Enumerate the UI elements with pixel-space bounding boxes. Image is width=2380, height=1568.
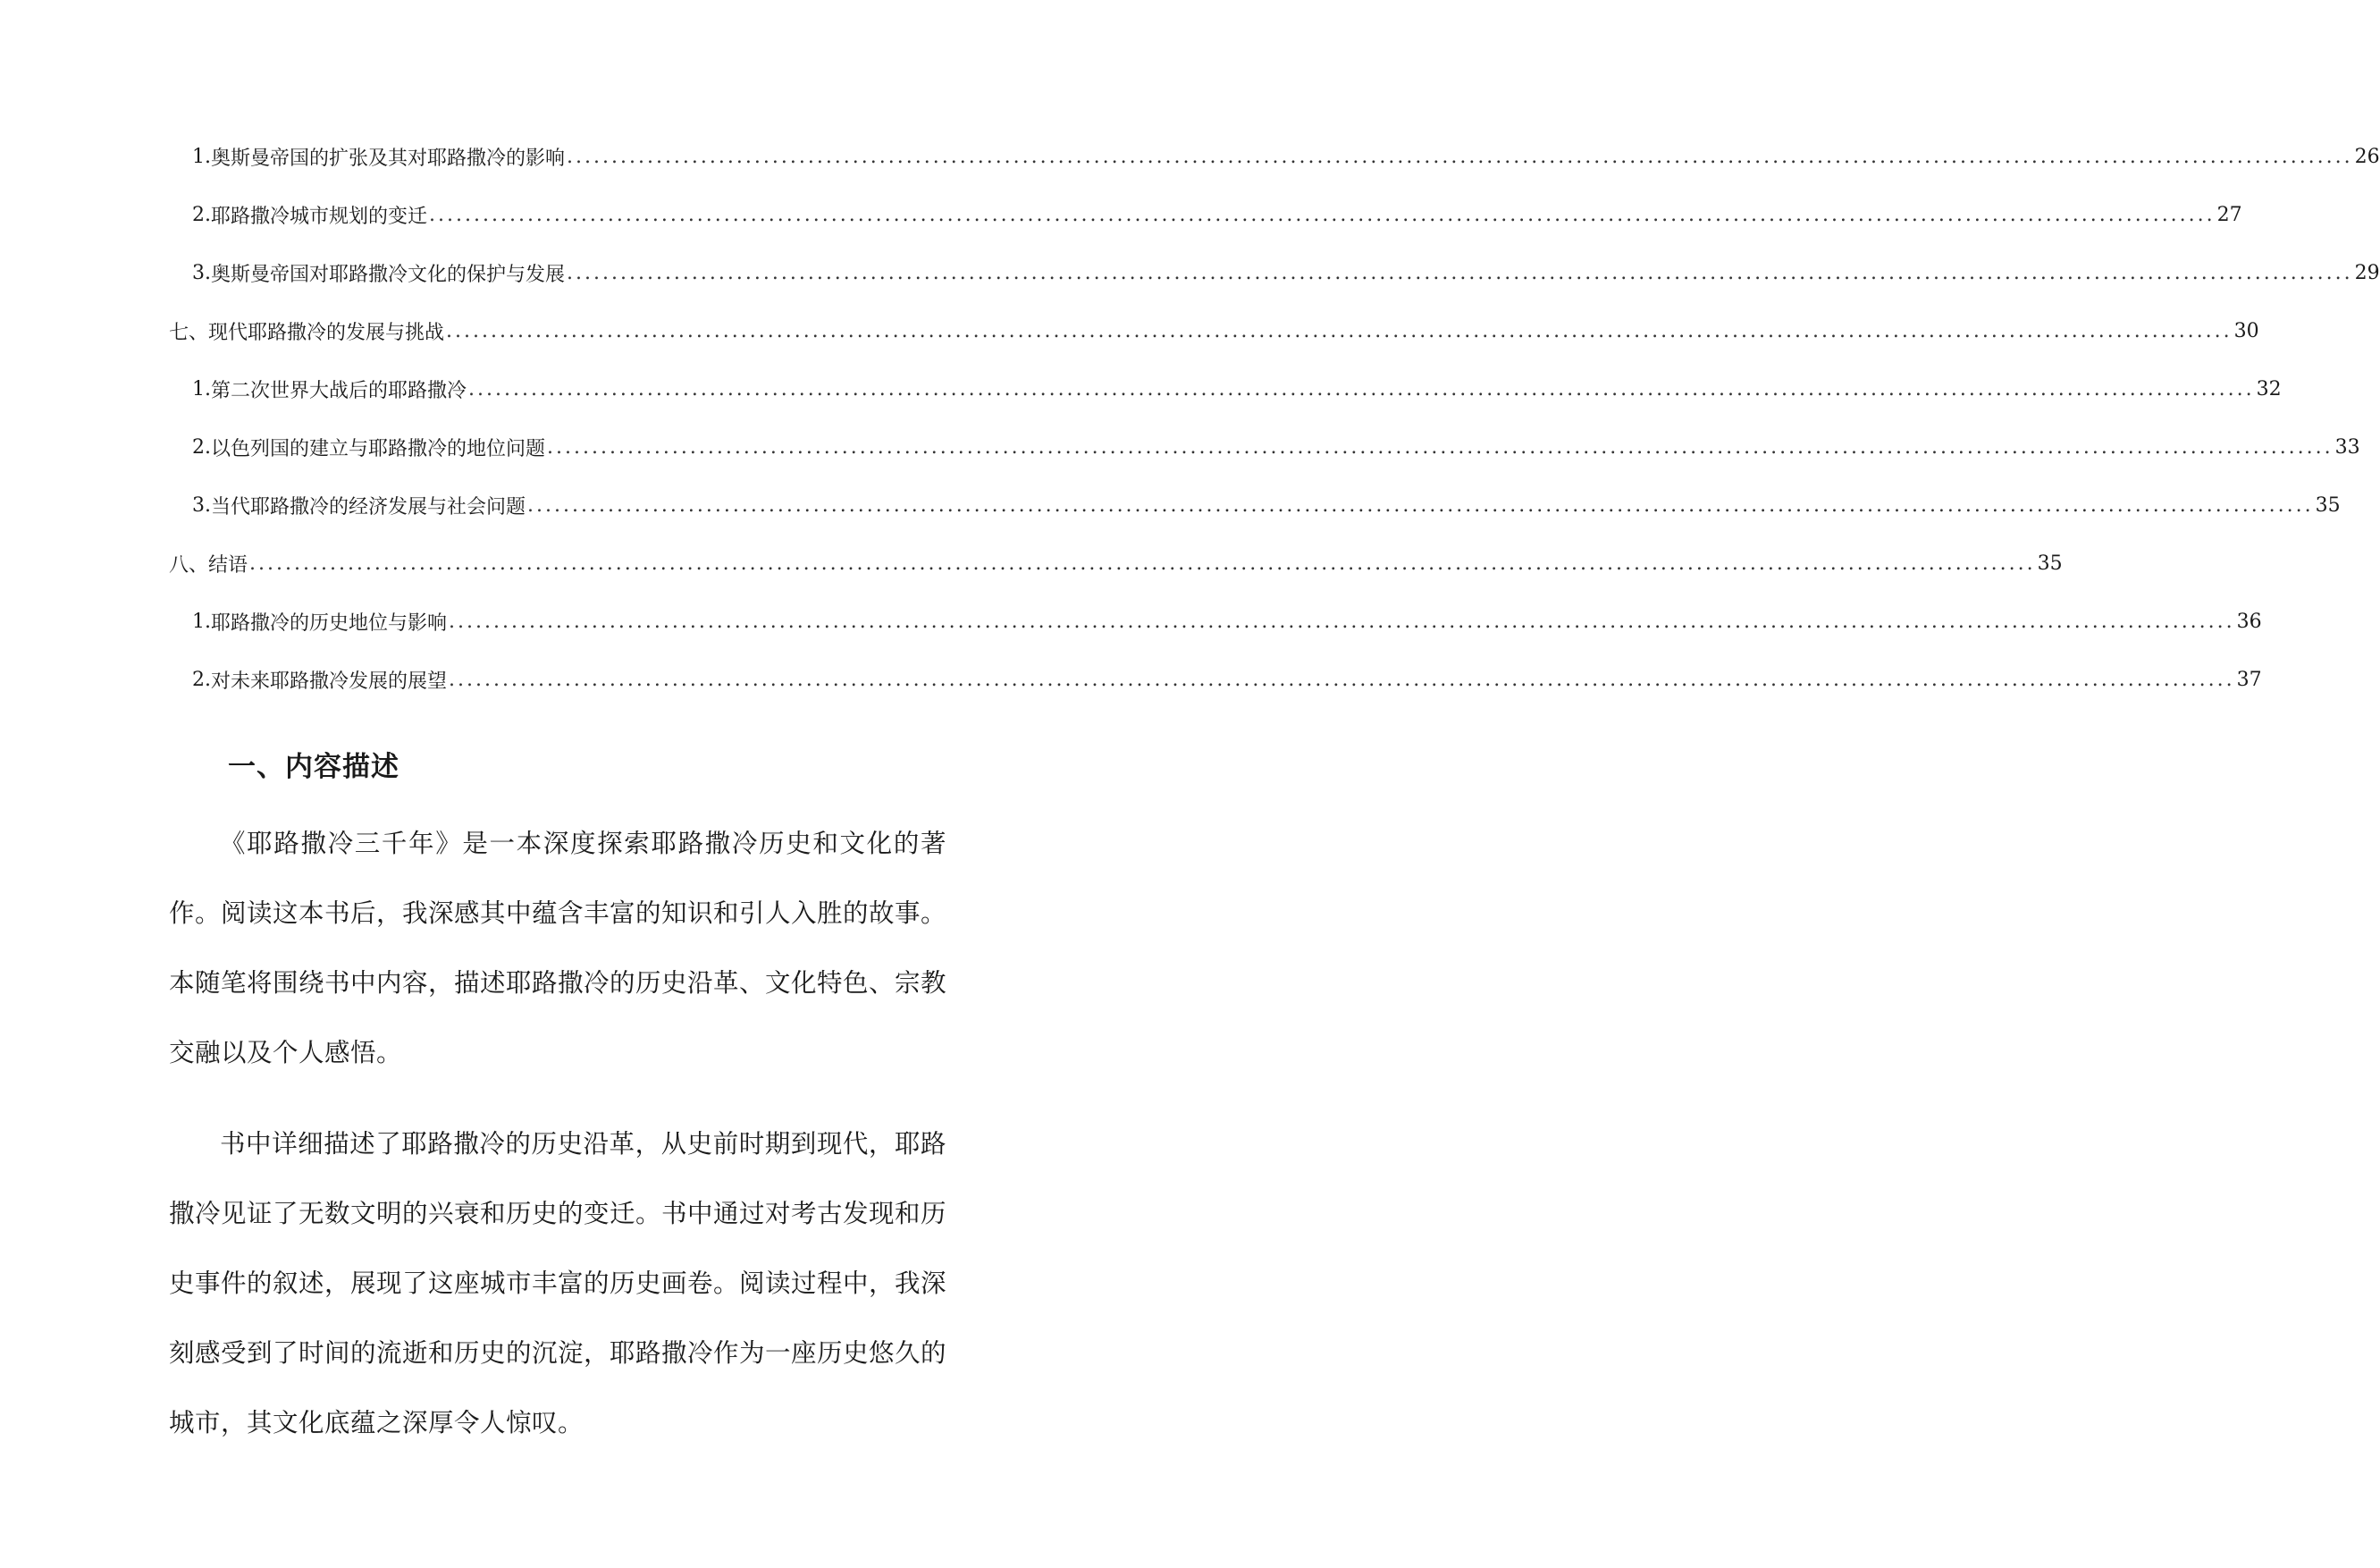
toc-entry-page: 26 [2354, 146, 2380, 168]
toc-entry-number: 2. [192, 436, 211, 459]
toc-entry-title: 八、结语 [169, 554, 248, 577]
toc-entry[interactable] [169, 302, 2259, 360]
toc-entry-page: 36 [2236, 611, 2262, 633]
toc-entry-number: 2. [192, 669, 211, 691]
toc-entry-number: 3. [192, 262, 211, 284]
toc-entry-page: 30 [2233, 320, 2259, 342]
toc-entry[interactable] [169, 476, 2341, 535]
table-of-contents [169, 128, 2380, 709]
body-paragraph: 书中详细描述了耶路撒冷的历史沿革，从史前时期到现代，耶路撒冷见证了无数文明的兴衰和历史的变迁。书中通过对考古发现和历史事件的叙述，展现了这座城市丰富的历史画卷。阅读过程中，我深刻感受到了时间的流逝和历史的沉淀，耶路撒冷作为一座历史悠久的城市，其文化底蕴之深厚令人惊叹。 [169, 1129, 947, 1437]
toc-dot-leader: ........................................................................................................................................................................................................ [547, 436, 2334, 459]
toc-dot-leader: ........................................................................................................................................................................................................ [449, 669, 2235, 691]
toc-entry[interactable] [169, 651, 2262, 709]
section-heading: 一、内容描述 [228, 751, 399, 783]
toc-entry-title: 奥斯曼帝国的扩张及其对耶路撒冷的影响 [211, 148, 566, 170]
toc-dot-leader: ........................................................................................................................................................................................................ [446, 320, 2233, 342]
toc-dot-leader: ........................................................................................................................................................................................................ [567, 146, 2353, 168]
toc-entry[interactable] [169, 186, 2242, 244]
toc-entry-page: 35 [2315, 494, 2341, 517]
toc-entry-page: 32 [2256, 378, 2282, 400]
toc-entry-title: 耶路撒冷的历史地位与影响 [211, 612, 448, 635]
body-paragraph: 《耶路撒冷三千年》是一本深度探索耶路撒冷历史和文化的著作。阅读这本书后，我深感其中蕴含丰富的知识和引人入胜的故事。本随笔将围绕书中内容，描述耶路撒冷的历史沿革、文化特色、宗教交融以及个人感悟。 [169, 829, 947, 1067]
toc-entry-page: 37 [2236, 669, 2262, 691]
toc-entry-title: 以色列国的建立与耶路撒冷的地位问题 [211, 438, 546, 460]
toc-entry-page: 29 [2354, 262, 2380, 284]
toc-entry-title: 第二次世界大战后的耶路撒冷 [211, 380, 467, 402]
toc-entry-number: 3. [192, 494, 211, 517]
toc-entry[interactable] [169, 128, 2380, 186]
toc-entry-title: 七、现代耶路撒冷的发展与挑战 [169, 322, 445, 344]
toc-dot-leader: ........................................................................................................................................................................................................ [567, 262, 2353, 284]
toc-entry-page: 33 [2334, 436, 2360, 459]
toc-entry-number: 1. [192, 611, 211, 633]
toc-entry-number: 1. [192, 146, 211, 168]
toc-entry-title: 奥斯曼帝国对耶路撒冷文化的保护与发展 [211, 264, 566, 286]
toc-entry[interactable] [169, 418, 2360, 476]
toc-entry[interactable] [169, 593, 2262, 651]
toc-dot-leader: ........................................................................................................................................................................................................ [468, 378, 2255, 400]
toc-entry-title: 当代耶路撒冷的经济发展与社会问题 [211, 496, 526, 518]
toc-entry-page: 35 [2037, 552, 2063, 575]
toc-dot-leader: ........................................................................................................................................................................................................ [429, 204, 2216, 226]
section-body [169, 809, 946, 1458]
toc-dot-leader: ........................................................................................................................................................................................................ [249, 552, 2036, 575]
toc-entry[interactable] [169, 535, 2063, 593]
toc-entry-number: 2. [192, 204, 211, 226]
toc-entry-title: 耶路撒冷城市规划的变迁 [211, 206, 428, 228]
toc-entry[interactable] [169, 244, 2380, 302]
toc-dot-leader: ........................................................................................................................................................................................................ [527, 494, 2314, 517]
toc-entry[interactable] [169, 360, 2282, 418]
toc-entry-title: 对未来耶路撒冷发展的展望 [211, 670, 448, 693]
toc-entry-page: 27 [2216, 204, 2242, 226]
toc-entry-number: 1. [192, 378, 211, 400]
toc-dot-leader: ........................................................................................................................................................................................................ [449, 611, 2235, 633]
